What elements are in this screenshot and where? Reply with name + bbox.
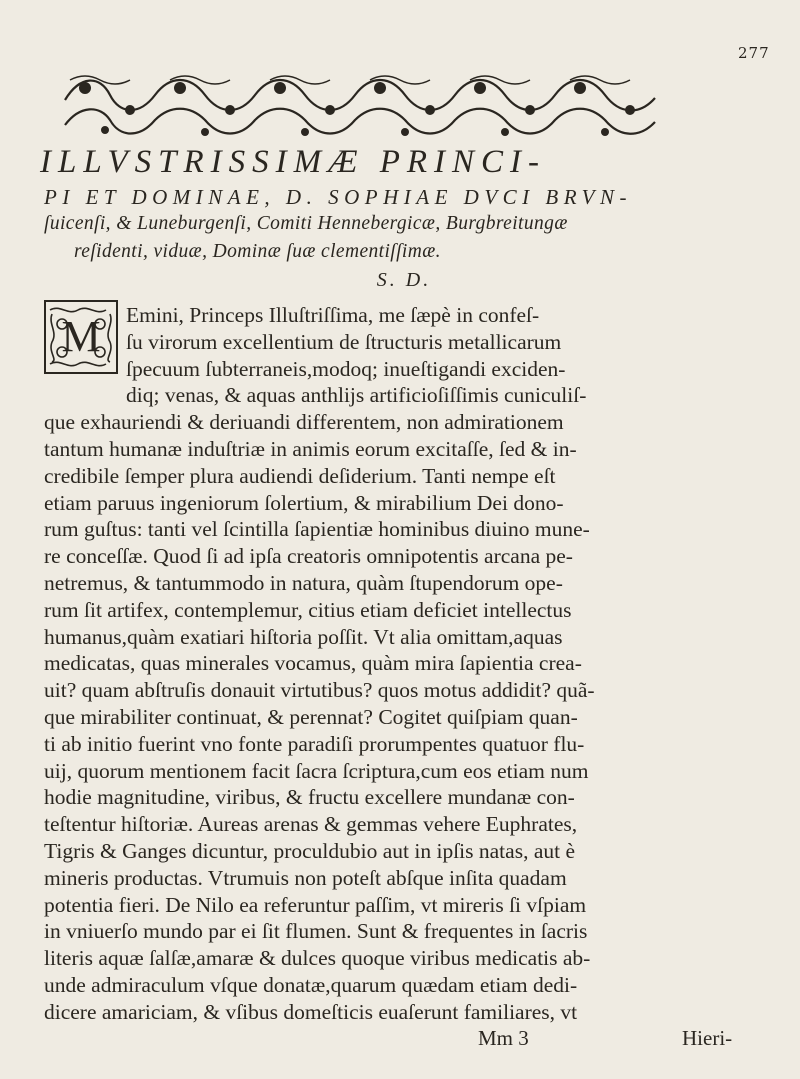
signature-mark: Mm 3	[478, 1026, 529, 1050]
text-line: ſu virorum excellentium de ſtructuris metallicarum	[126, 329, 562, 354]
text-line: medicatas, quas minerales vocamus, quàm mira ſapientia crea-	[44, 651, 582, 676]
dedication-title-line2: PI ET DOMINAE, D. SOPHIAE DVCI BRVN-	[44, 185, 632, 209]
text-line: que exhauriendi & deriuandi differentem, non admirationem	[44, 410, 564, 435]
text-line: diq; venas, & aquas anthlijs artificioſiſſimis cuniculiſ-	[126, 383, 587, 408]
body-text	[44, 302, 764, 1026]
text-line: etiam paruus ingeniorum ſolertium, & mirabilium Dei dono-	[44, 490, 564, 515]
text-line: credibile ſemper plura audiendi deſiderium. Tanti nempe eſt	[44, 463, 556, 488]
text-line: hodie magnitudine, viribus, & fructu excellere mundanæ con-	[44, 785, 575, 810]
text-line: Emini, Princeps Illuſtriſſima, me ſæpè in confeſ-	[126, 303, 540, 327]
text-line: re conceſſæ. Quod ſi ad ipſa creatoris omnipotentis arcana pe-	[44, 544, 573, 569]
dedication-title: ILLVSTRISSIMÆ PRINCI-	[40, 144, 547, 180]
salutation: S. D.	[376, 269, 432, 291]
catchword: Hieri-	[682, 1026, 733, 1050]
text-line: netremus, & tantummodo in natura, quàm ſtupendorum ope-	[44, 570, 563, 595]
page-footer	[0, 1026, 800, 1052]
dedication-title-line3: ſuicenſi, & Luneburgenſi, Comiti Hennebergicæ, Burgbreitungæ	[44, 213, 568, 234]
text-line: teſtentur hiſtoriæ. Aureas arenas & gemmas vehere Euphrates,	[44, 812, 578, 837]
dedication-title-line4: reſidenti, viduæ, Dominæ ſuæ clementiſſimæ.	[74, 241, 441, 262]
text-line: humanus,quàm exatiari hiſtoria poſſit. Vt alia omittam,aquas	[44, 624, 563, 649]
text-line: dicere amariciam, & vſibus domeſticis euaſerunt familiares, vt	[44, 999, 578, 1024]
text-line: rum guſtus: tanti vel ſcintilla ſapientiæ hominibus diuino mune-	[44, 517, 590, 542]
text-line: mineris productas. Vtrumuis non poteſt abſque inſita quadam	[44, 865, 567, 890]
text-line: rum ſit artifex, contemplemur, citius etiam deficiet intellectus	[44, 597, 572, 622]
ornamental-headpiece	[60, 70, 660, 142]
text-line: in vniuerſo mundo par ei ſit flumen. Sunt & frequentes in ſacris	[44, 919, 588, 944]
svg-text:M: M	[61, 312, 101, 361]
text-line: unde admiraculum vſque donatæ,quarum quædam etiam dedi-	[44, 972, 578, 997]
text-line: Tigris & Ganges dicuntur, proculdubio aut in ipſis natas, aut è	[44, 838, 576, 863]
text-line: que mirabiliter continuat, & perennat? Cogitet quiſpiam quan-	[44, 704, 578, 729]
text-line: tantum humanæ induſtriæ in animis eorum excitaſſe, ſed & in-	[44, 436, 577, 461]
text-line: ti ab initio fuerint vno fonte paradiſi prorumpentes quatuor flu-	[44, 731, 585, 756]
text-line: uit? quam abſtruſis donauit virtutibus? quos motus addidit? quã-	[44, 678, 595, 703]
text-line: literis aquæ ſalſæ,amaræ & dulces quoque viribus medicatis ab-	[44, 946, 591, 971]
page-number: 277	[738, 44, 770, 62]
text-line: potentia fieri. De Nilo ea referuntur paſſim, vt mireris ſi vſpiam	[44, 892, 587, 917]
text-line: uij, quorum mentionem facit ſacra ſcriptura,cum eos etiam num	[44, 758, 589, 783]
text-line: ſpecuum ſubterraneis,modoq; inueſtigandi exciden-	[126, 356, 566, 381]
